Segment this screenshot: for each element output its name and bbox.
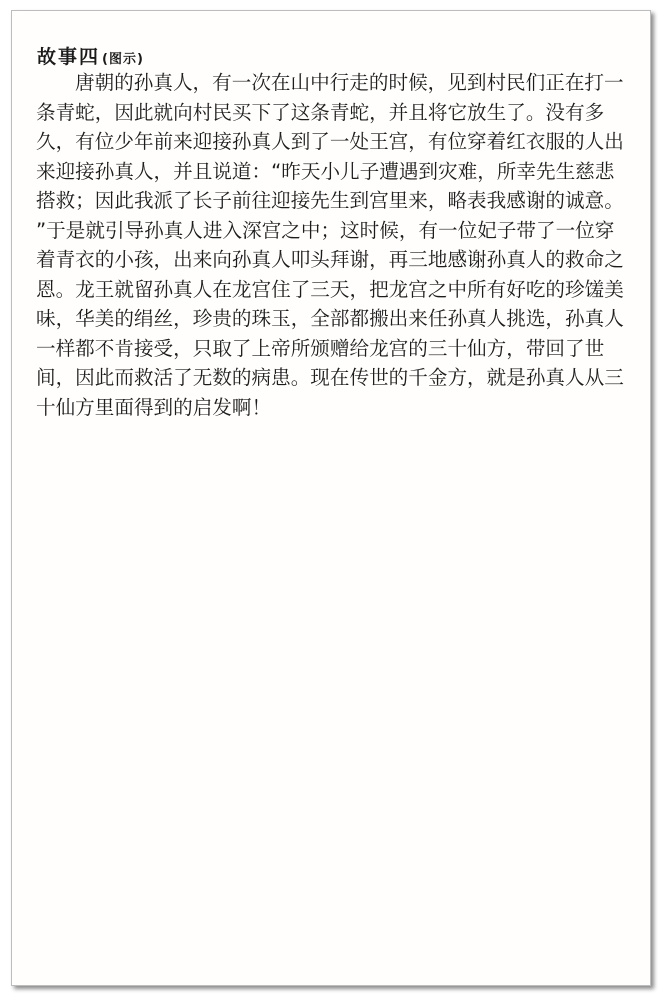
body-line: 搭救；因此我派了长子前往迎接先生到宫里来，略表我感谢的诚意。 [36,189,624,212]
body-line: 唐朝的孙真人，有一次在山中行走的时候，见到村民们正在打一 [75,71,624,94]
body-line: 一样都不肯接受，只取了上帝所颁赠给龙宫的三十仙方，带回了世 [36,336,605,360]
story-heading [37,42,144,69]
body-line: 间，因此而救活了无数的病患。现在传世的千金方，就是孙真人从三 [36,366,624,389]
body-line: 恩。龙王就留孙真人在龙宫住了三天，把龙宫之中所有好吃的珍馐美 [36,277,624,301]
body-line: 味，华美的绢丝，珍贵的珠玉，全部都搬出来任孙真人挑选，孙真人 [36,307,624,330]
body-line: 久，有位少年前来迎接孙真人到了一处王宫，有位穿着红衣服的人出 [36,130,624,153]
body-line: 条青蛇，因此就向村民买下了这条青蛇，并且将它放生了。没有多 [36,100,605,124]
story-body [36,68,624,422]
document-page [11,10,651,986]
body-line: 着青衣的小孩，出来向孙真人叩头拜谢，再三地感谢孙真人的救命之 [36,248,624,271]
body-line: 来迎接孙真人，并且说道：“昨天小儿子遭遇到灾难，所幸先生慈悲 [36,159,615,183]
story-title-note: (图示) [102,52,144,67]
body-line: 十仙方里面得到的启发啊！ [36,395,272,419]
body-line: ”于是就引导孙真人进入深宫之中；这时候，有一位妃子带了一位穿 [36,218,615,242]
story-title: 故事四 [37,46,101,68]
